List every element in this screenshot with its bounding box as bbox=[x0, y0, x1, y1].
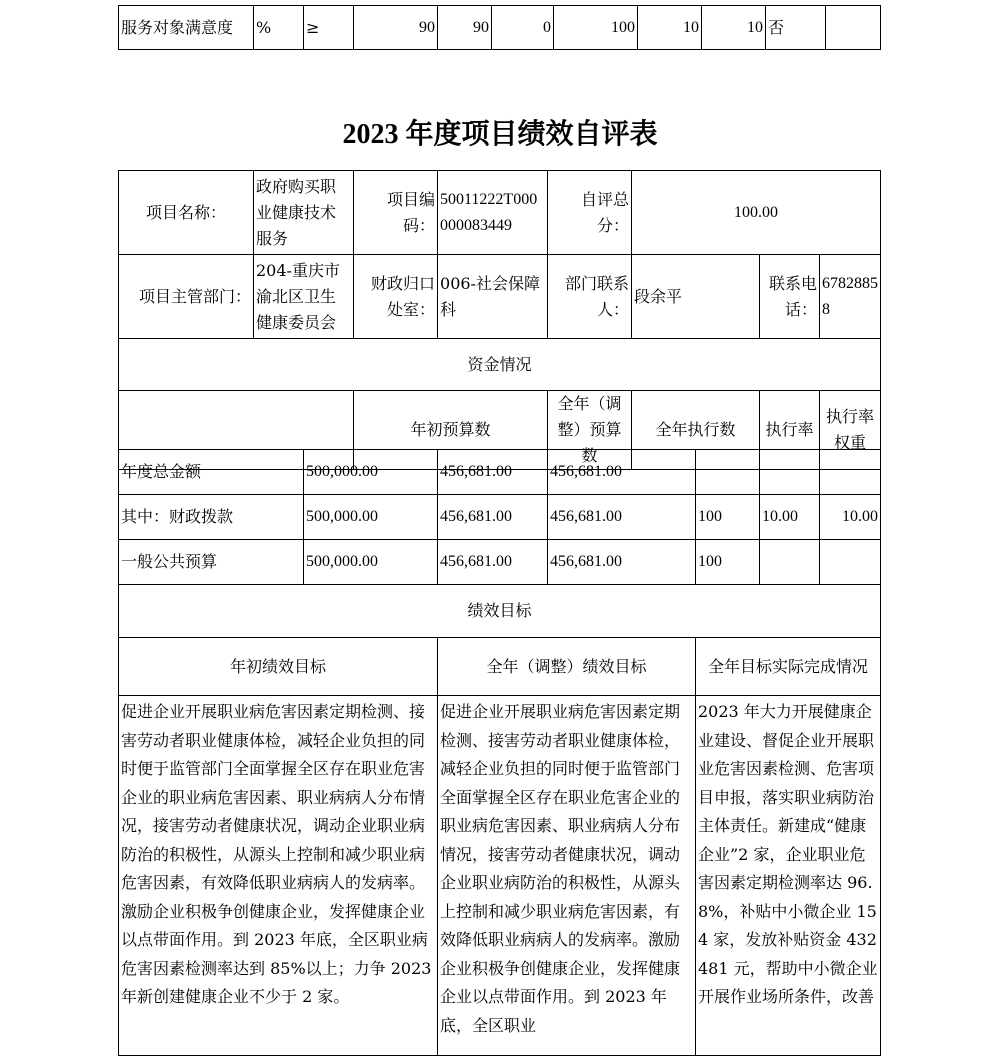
goals-actual-text: 2023 年大力开展健康企业建设、督促企业开展职业危害因素检测、危害项目申报，落实职业病防治主体责任。新建成“健康企业”2 家，企业职业危害因素定期检测率达 96.8%，补贴中小微企业 154 家，发放补贴资金 432481 元，帮助中小微企业开展作业场所条件，改善 bbox=[696, 696, 881, 1056]
goals-section-row bbox=[119, 585, 881, 638]
indicator-unit: % bbox=[254, 6, 304, 50]
funds-row-initial: 500,000.00 bbox=[304, 450, 438, 495]
funds-header-weight: 执行率权重 bbox=[820, 391, 881, 470]
goals-section-title: 绩效目标 bbox=[119, 585, 881, 638]
funds-row-score: 10.00 bbox=[820, 495, 881, 540]
funds-section-title: 资金情况 bbox=[119, 339, 881, 391]
funds-header-rate: 执行率 bbox=[760, 391, 820, 470]
funds-header-executed: 全年执行数 bbox=[632, 391, 760, 470]
funds-row-rate: 100 bbox=[696, 495, 760, 540]
goals-table bbox=[118, 584, 881, 1056]
contact-value: 段余平 bbox=[632, 255, 760, 339]
goals-initial-text: 促进企业开展职业病危害因素定期检测、接害劳动者职业健康体检，减轻企业负担的同时便于监管部门全面掌握全区存在职业危害企业的职业病危害因素、职业病病人分布情况，接害劳动者健康状况，调动企业职业病防治的积极性，从源头上控制和减少职业病危害因素，有效降低职业病病人的发病率。激励企业积极争创健康企业，发挥健康企业以点带面作用。到 2023 年底，全区职业病危害因素检测率达到 85%以上；力争 2023 年新创建健康企业不少于 2 家。 bbox=[119, 696, 438, 1056]
project-name-value: 政府购买职业健康技术服务 bbox=[254, 171, 354, 255]
indicator-value-8 bbox=[826, 6, 881, 50]
self-score-value: 100.00 bbox=[632, 171, 881, 255]
funds-row bbox=[119, 495, 881, 540]
goals-header-row bbox=[119, 638, 881, 696]
indicator-name: 服务对象满意度 bbox=[119, 6, 254, 50]
indicator-operator: ≥ bbox=[304, 6, 354, 50]
funds-row-initial: 500,000.00 bbox=[304, 495, 438, 540]
indicator-value-3: 0 bbox=[492, 6, 554, 50]
goals-header-adjusted: 全年（调整）绩效目标 bbox=[438, 638, 696, 696]
info-row-1 bbox=[119, 171, 881, 255]
info-row-2 bbox=[119, 255, 881, 339]
funds-row-adjusted: 456,681.00 bbox=[438, 540, 548, 585]
goals-header-initial: 年初绩效目标 bbox=[119, 638, 438, 696]
funds-row-label: 其中：财政拨款 bbox=[119, 495, 304, 540]
funds-table bbox=[118, 449, 881, 585]
funds-row-weight bbox=[760, 540, 820, 585]
funds-row-executed: 456,681.00 bbox=[548, 540, 696, 585]
page-title: 2023 年度项目绩效自评表 bbox=[342, 119, 658, 150]
funds-row-score bbox=[820, 540, 881, 585]
finance-office-label: 财政归口处室： bbox=[354, 255, 438, 339]
goals-adjusted-text: 促进企业开展职业病危害因素定期检测、接害劳动者职业健康体检，减轻企业负担的同时便于监管部门全面掌握全区存在职业危害企业的职业病危害因素、职业病病人分布情况，接害劳动者健康状况，调动企业职业病防治的积极性，从源头上控制和减少职业病危害因素，有效降低职业病病人的发病率。激励企业积极争创健康企业，发挥健康企业以点带面作用。到 2023 年底，全区职业 bbox=[438, 696, 696, 1056]
funds-row bbox=[119, 450, 881, 495]
indicator-value-4: 100 bbox=[554, 6, 638, 50]
dept-label: 项目主管部门： bbox=[119, 255, 254, 339]
funds-row-label: 年度总金额 bbox=[119, 450, 304, 495]
funds-row bbox=[119, 540, 881, 585]
funds-row-rate: 100 bbox=[696, 540, 760, 585]
phone-value: 67828858 bbox=[820, 255, 881, 339]
evaluation-table bbox=[118, 170, 881, 470]
funds-row-score bbox=[820, 450, 881, 495]
goals-header-actual: 全年目标实际完成情况 bbox=[696, 638, 881, 696]
indicator-value-7: 否 bbox=[766, 6, 826, 50]
funds-row-weight: 10.00 bbox=[760, 495, 820, 540]
funds-section-row bbox=[119, 339, 881, 391]
funds-header-adjusted: 全年（调整）预算数 bbox=[548, 391, 632, 470]
funds-row-initial: 500,000.00 bbox=[304, 540, 438, 585]
top-indicator-table bbox=[118, 5, 881, 50]
funds-row-executed: 456,681.00 bbox=[548, 450, 696, 495]
goals-text-row bbox=[119, 696, 881, 1056]
funds-row-adjusted: 456,681.00 bbox=[438, 450, 548, 495]
dept-value: 204-重庆市渝北区卫生健康委员会 bbox=[254, 255, 354, 339]
contact-label: 部门联系人： bbox=[548, 255, 632, 339]
project-name-label: 项目名称： bbox=[119, 171, 254, 255]
indicator-value-1: 90 bbox=[354, 6, 438, 50]
project-code-label: 项目编码： bbox=[354, 171, 438, 255]
funds-row-executed: 456,681.00 bbox=[548, 495, 696, 540]
phone-label: 联系电话： bbox=[760, 255, 820, 339]
project-code-value: 50011222T000000083449 bbox=[438, 171, 548, 255]
finance-office-value: 006-社会保障科 bbox=[438, 255, 548, 339]
funds-header-initial: 年初预算数 bbox=[354, 391, 548, 470]
funds-row-adjusted: 456,681.00 bbox=[438, 495, 548, 540]
indicator-value-6: 10 bbox=[702, 6, 766, 50]
funds-row-weight bbox=[760, 450, 820, 495]
indicator-value-2: 90 bbox=[438, 6, 492, 50]
funds-row-rate bbox=[696, 450, 760, 495]
self-score-label: 自评总分： bbox=[548, 171, 632, 255]
indicator-value-5: 10 bbox=[638, 6, 702, 50]
funds-row-label: 一般公共预算 bbox=[119, 540, 304, 585]
